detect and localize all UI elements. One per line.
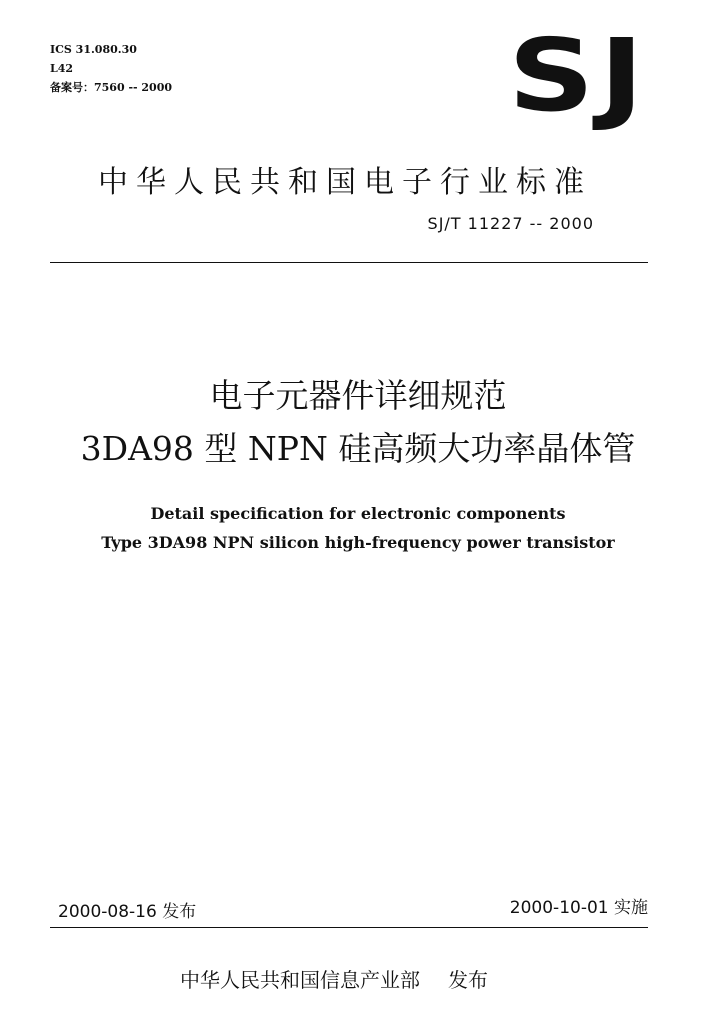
ccs-code: L42 bbox=[50, 62, 74, 75]
publisher-org: 中华人民共和国信息产业部 bbox=[180, 968, 420, 992]
standard-code: SJ/T 11227 -- 2000 bbox=[427, 214, 594, 233]
document-title-en-line1: Detail specification for electronic components bbox=[150, 504, 566, 523]
issue-date: 2000-08-16 发布 bbox=[58, 902, 197, 922]
standard-title: 中华人民共和国电子行业标准 bbox=[98, 165, 592, 200]
publisher-action: 发布 bbox=[448, 968, 488, 992]
bottom-divider bbox=[50, 927, 648, 928]
document-title-cn-line1: 电子元器件详细规范 bbox=[209, 376, 507, 415]
document-title-cn-line2: 3DA98 型 NPN 硅高频大功率晶体管 bbox=[80, 429, 636, 468]
ics-code: ICS 31.080.30 bbox=[50, 43, 137, 56]
implementation-date: 2000-10-01 实施 bbox=[509, 898, 648, 918]
publisher-line bbox=[180, 964, 488, 993]
classification-block bbox=[50, 40, 172, 97]
filing-number: 备案号：7560 -- 2000 bbox=[50, 81, 173, 94]
top-divider bbox=[50, 262, 648, 263]
document-title-en-line2: Type 3DA98 NPN silicon high-frequency power transistor bbox=[101, 533, 615, 552]
sj-logo: SJ bbox=[508, 17, 649, 134]
